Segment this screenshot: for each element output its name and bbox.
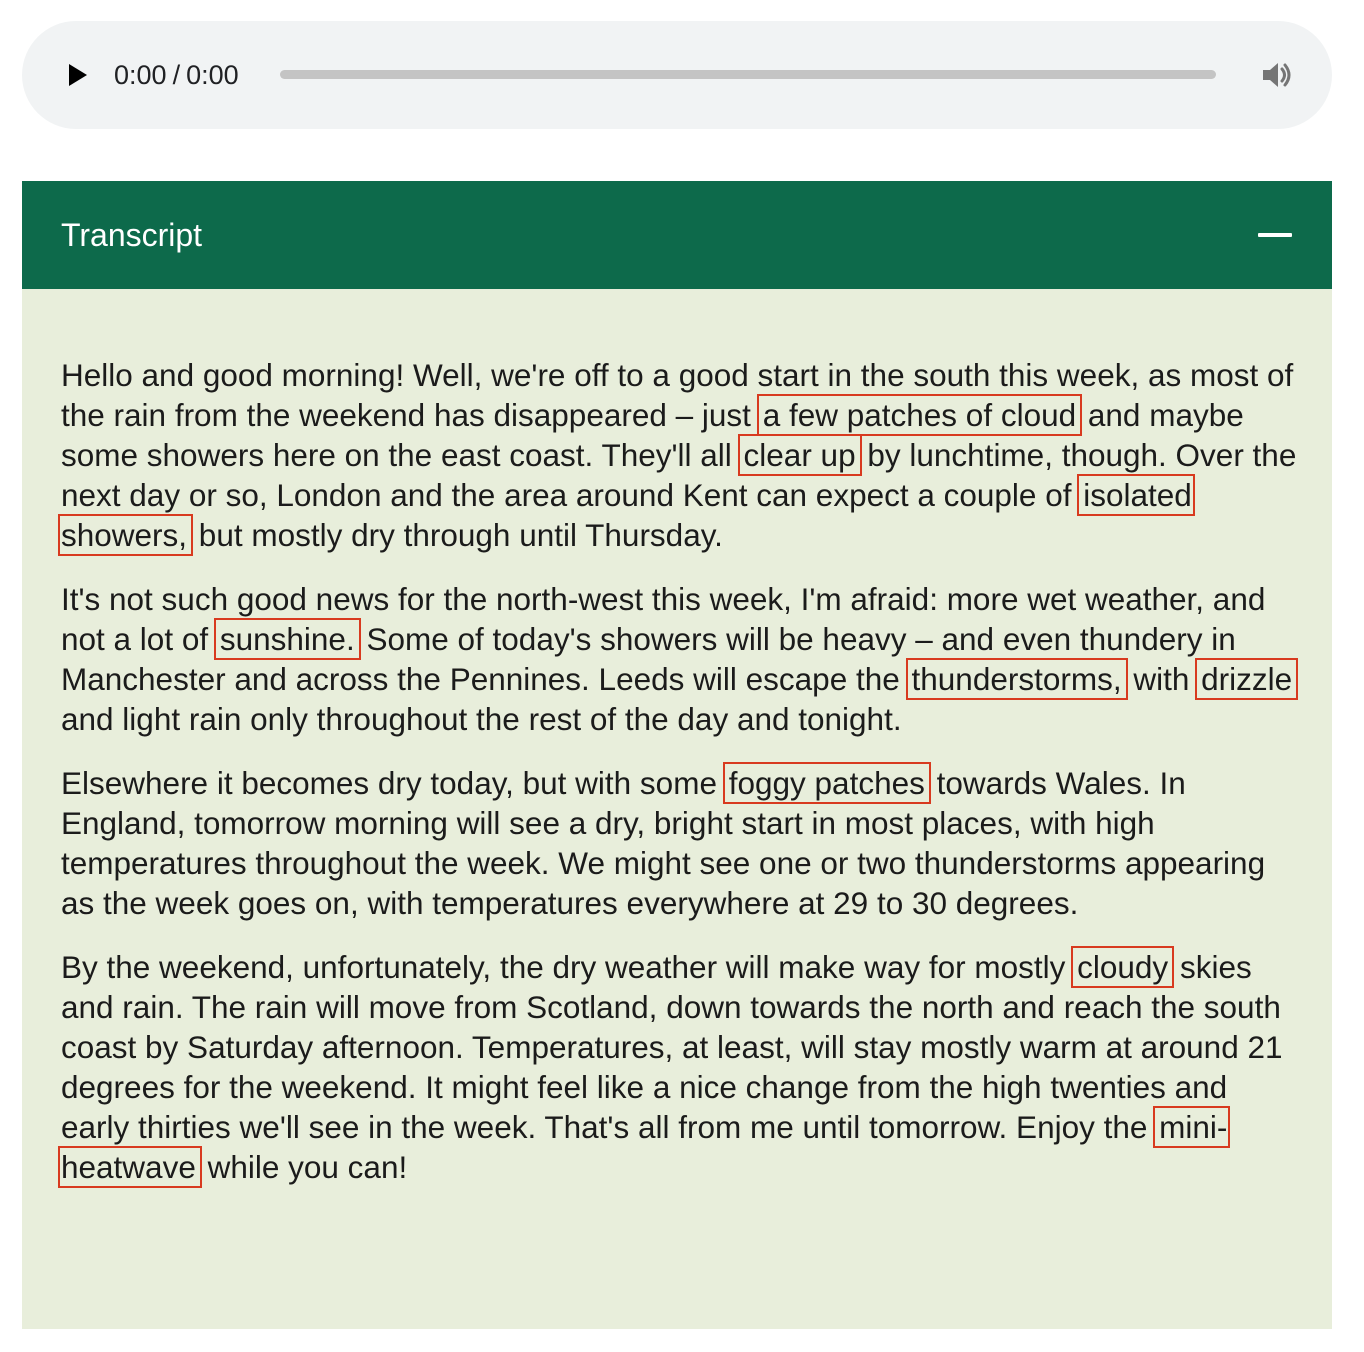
time-display bbox=[114, 59, 239, 91]
audio-player bbox=[22, 21, 1332, 129]
highlighted-phrase: mini-heatwave bbox=[61, 1109, 1228, 1185]
time-separator: / bbox=[172, 60, 181, 90]
transcript-paragraph bbox=[61, 763, 1301, 923]
current-time: 0:00 bbox=[114, 60, 167, 90]
highlighted-phrase: a few patches of cloud bbox=[760, 397, 1079, 433]
highlighted-phrase: isolated showers, bbox=[61, 477, 1192, 553]
transcript-text: Elsewhere it becomes dry today, but with some bbox=[61, 765, 726, 801]
transcript-text: with bbox=[1124, 661, 1199, 697]
transcript-panel bbox=[22, 181, 1332, 1329]
highlighted-phrase: cloudy bbox=[1074, 949, 1171, 985]
transcript-text: while you can! bbox=[198, 1149, 408, 1185]
volume-icon bbox=[1260, 59, 1296, 91]
minus-icon bbox=[1258, 233, 1292, 237]
transcript-text: skies and rain. The rain will move from Scotland, down towards the north and reach the south coast by Saturday afternoon. Temperatures, at least, will stay mostly warm at around 21 degrees for the weekend. It might feel like a nice change from the high twenties and early thirties we'll see in the week. That's all from me until tomorrow. Enjoy the bbox=[61, 949, 1283, 1145]
transcript-text: It's not such good news for the north-west this week, I'm afraid: more wet weather, and not a lot of bbox=[61, 581, 1266, 657]
highlighted-phrase: thunderstorms, bbox=[909, 661, 1125, 697]
transcript-text: by lunchtime, though. Over the next day or so, London and the area around Kent can expect a couple of bbox=[61, 437, 1297, 513]
transcript-text: but mostly dry through until Thursday. bbox=[190, 517, 723, 553]
transcript-text: and light rain only throughout the rest of the day and tonight. bbox=[61, 701, 902, 737]
transcript-text: and maybe some showers here on the east coast. They'll all bbox=[61, 397, 1244, 473]
transcript-paragraph bbox=[61, 579, 1301, 739]
progress-slider[interactable] bbox=[280, 70, 1216, 79]
transcript-text: towards Wales. In England, tomorrow morning will see a dry, bright start in most places, with high temperatures throughout the week. We might see one or two thunderstorms appearing as the week goes on, with temperatures everywhere at 29 to 30 degrees. bbox=[61, 765, 1266, 921]
play-icon bbox=[67, 62, 89, 88]
transcript-text: By the weekend, unfortunately, the dry weather will make way for mostly bbox=[61, 949, 1075, 985]
volume-button[interactable] bbox=[1260, 59, 1296, 91]
collapse-button[interactable] bbox=[1258, 225, 1292, 245]
highlighted-phrase: sunshine. bbox=[217, 621, 358, 657]
play-button[interactable] bbox=[62, 59, 94, 91]
highlighted-phrase: clear up bbox=[741, 437, 859, 473]
transcript-text: Hello and good morning! Well, we're off to a good start in the south this week, as most of the rain from the weekend has disappeared – just bbox=[61, 357, 1294, 433]
transcript-paragraph bbox=[61, 355, 1301, 555]
transcript-title: Transcript bbox=[61, 217, 203, 253]
transcript-body bbox=[61, 355, 1301, 1211]
transcript-header[interactable] bbox=[22, 181, 1332, 289]
highlighted-phrase: foggy patches bbox=[726, 765, 928, 801]
duration: 0:00 bbox=[186, 60, 239, 90]
transcript-text: Some of today's showers will be heavy – and even thundery in Manchester and across the Pennines. Leeds will escape the bbox=[61, 621, 1236, 697]
highlighted-phrase: drizzle bbox=[1198, 661, 1295, 697]
transcript-paragraph bbox=[61, 947, 1301, 1187]
